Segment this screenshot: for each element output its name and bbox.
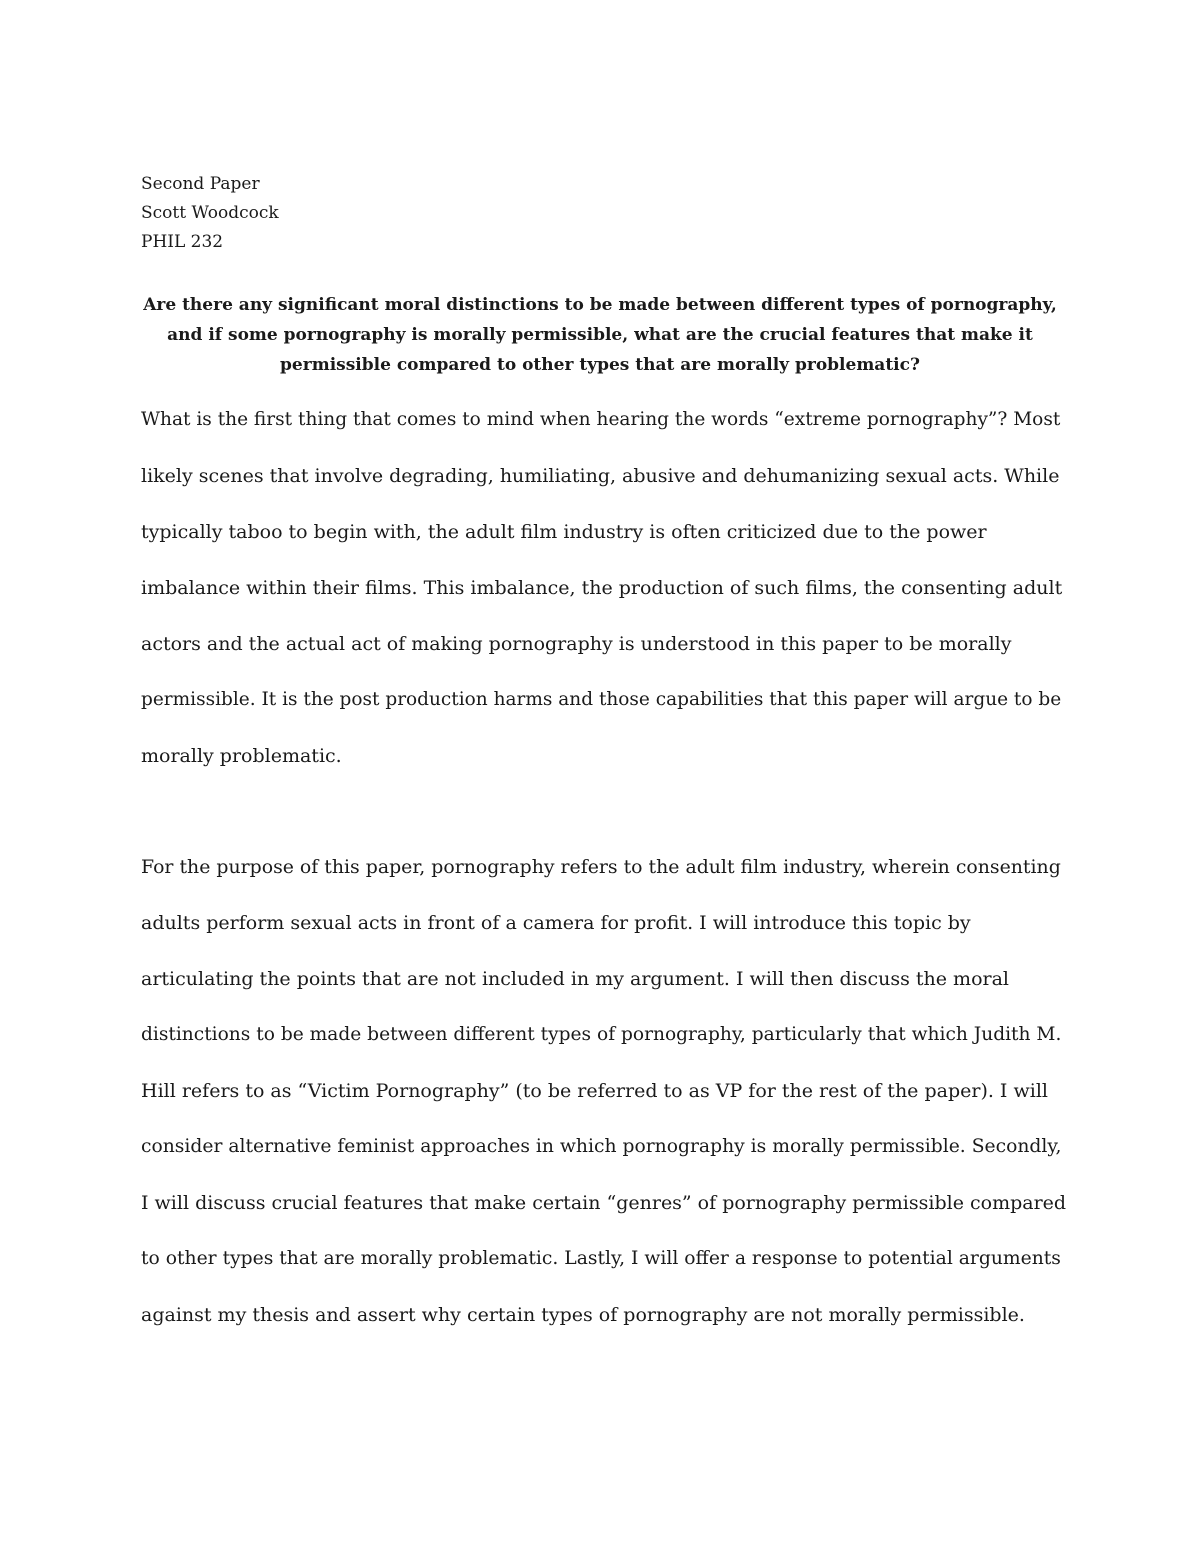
paragraph-line: permissible. It is the post production harms and those capabilities that this paper will argue to be: [141, 689, 1062, 710]
paragraph-line: likely scenes that involve degrading, humiliating, abusive and dehumanizing sexual acts. While: [141, 465, 1060, 487]
question-line: Are there any significant moral distinctions to be made between different types of pornography,: [143, 295, 1057, 315]
question-line: permissible compared to other types that are morally problematic?: [280, 355, 920, 375]
paragraph-line: What is the first thing that comes to mind when hearing the words “extreme pornography”? Most: [141, 409, 1061, 430]
paragraph-line: Hill refers to as “Victim Pornography” (to be referred to as VP for the rest of the paper). I will: [141, 1080, 1048, 1102]
research-question: [140, 290, 1060, 380]
paragraph-intro: [141, 392, 1066, 784]
author-name: Scott Woodcock: [141, 203, 279, 223]
paper-title: Second Paper: [141, 174, 260, 194]
paragraph-line: to other types that are morally problematic. Lastly, I will offer a response to potential arguments: [141, 1248, 1061, 1269]
paragraph-line: against my thesis and assert why certain types of pornography are not morally permissible.: [141, 1304, 1025, 1326]
paragraph-line: typically taboo to begin with, the adult film industry is often criticized due to the power: [141, 521, 987, 543]
paragraph-line: imbalance within their films. This imbalance, the production of such films, the consenting adult: [141, 577, 1063, 599]
paragraph-line: adults perform sexual acts in front of a camera for profit. I will introduce this topic by: [141, 912, 971, 934]
question-line: and if some pornography is morally permissible, what are the crucial features that make it: [167, 325, 1033, 345]
paragraph-line: distinctions to be made between different types of pornography, particularly that which Judith M.: [141, 1024, 1062, 1045]
paragraph-line: consider alternative feminist approaches in which pornography is morally permissible. Secondly,: [141, 1136, 1062, 1157]
paragraph-line: For the purpose of this paper, pornography refers to the adult film industry, wherein consenting: [141, 856, 1061, 878]
paragraph-line: morally problematic.: [141, 745, 342, 767]
paragraph-line: articulating the points that are not included in my argument. I will then discuss the moral: [141, 968, 1009, 990]
paragraph-line: I will discuss crucial features that make certain “genres” of pornography permissible compared: [141, 1192, 1067, 1214]
paper-header: [141, 170, 741, 257]
paragraph-outline: [141, 839, 1066, 1343]
paragraph-line: actors and the actual act of making pornography is understood in this paper to be morally: [141, 633, 1012, 655]
course-code: PHIL 232: [141, 232, 224, 252]
